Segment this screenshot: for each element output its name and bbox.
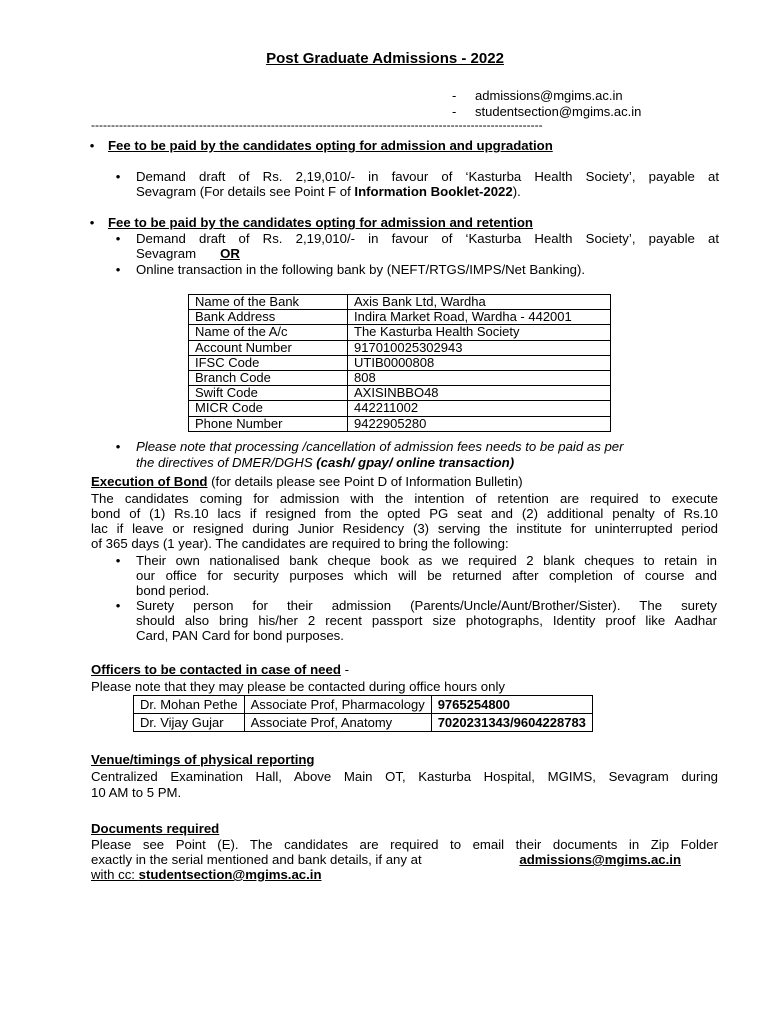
bank-field-label: Branch Code [189,371,348,386]
table-row [189,371,611,386]
officer-phone: 9765254800 [431,696,592,714]
officers-note: Please note that they may please be contacted during office hours only [91,679,505,694]
bank-field-value: UTIB0000808 [348,355,611,370]
studentsection-email-link[interactable]: studentsection@mgims.ac.in [138,867,322,882]
bank-field-value: The Kasturba Health Society [348,325,611,340]
bond-para-line4: of 365 days (1 year). The candidates are required to bring the following: [91,536,509,551]
bank-field-label: Name of the A/c [189,325,348,340]
retention-online: Online transaction in the following bank by (NEFT/RTGS/IMPS/Net Banking). [136,262,586,277]
officer-phone: 7020231343/9604228783 [431,714,592,732]
bullet-icon: • [115,262,121,277]
documents-line2: exactly in the serial mentioned and bank details, if any at admissions@mgims.ac.in [91,852,681,867]
bullet-icon: • [115,553,121,568]
bullet-icon: • [89,215,95,230]
bank-field-label: Swift Code [189,386,348,401]
bullet-icon: • [89,138,95,153]
bond-heading: Execution of Bond [91,474,208,489]
officer-designation: Associate Prof, Anatomy [244,714,431,732]
bond-bullet1-line3: bond period. [136,583,210,598]
upgradation-dd-line2: Sevagram (For details see Point F of Information Booklet-2022). [136,184,521,199]
bank-field-label: MICR Code [189,401,348,416]
bond-bullet2-line2: should also bring his/her 2 recent passport size photographs, Identity proof like Aadhar [136,613,717,628]
documents-line1: Please see Point (E). The candidates are required to email their documents in Zip Folder [91,837,718,852]
officers-heading: Officers to be contacted in case of need [91,662,341,677]
bond-para-line2: bond of (1) Rs.10 lacs if resigned from the opted PG seat and (2) additional penalty of Rs.10 [91,506,718,521]
email-studentsection[interactable]: studentsection@mgims.ac.in [475,104,642,119]
table-row [134,696,593,714]
bank-field-value: 442211002 [348,401,611,416]
officer-name: Dr. Vijay Gujar [134,714,245,732]
retention-dd-line2: Sevagram OR [136,246,240,261]
retention-heading: Fee to be paid by the candidates opting for admission and retention [108,215,533,230]
bank-field-label: Phone Number [189,416,348,431]
note-line2: the directives of DMER/DGHS (cash/ gpay/ online transaction) [136,455,515,470]
officer-designation: Associate Prof, Pharmacology [244,696,431,714]
bond-bullet2-line1: Surety person for their admission (Parents/Uncle/Aunt/Brother/Sister). The surety [136,598,717,613]
venue-line1: Centralized Examination Hall, Above Main OT, Kasturba Hospital, MGIMS, Sevagram during [91,769,718,784]
bank-field-label: Bank Address [189,310,348,325]
documents-line3: with cc: studentsection@mgims.ac.in [91,867,322,882]
table-row [189,340,611,355]
upgradation-heading: Fee to be paid by the candidates opting for admission and upgradation [108,138,553,153]
bank-field-value: 808 [348,371,611,386]
bond-bullet1-line1: Their own nationalised bank cheque book as we required 2 blank cheques to retain in [136,553,717,568]
retention-dd-line1: Demand draft of Rs. 2,19,010/- in favour of ‘Kasturba Health Society’, payable at [136,231,719,246]
bond-para-line1: The candidates coming for admission with the intention of retention are required to execute [91,491,718,506]
table-row [189,355,611,370]
table-row [189,416,611,431]
bond-bullet1-line2: our office for security purposes which will be returned after completion of course and [136,568,717,583]
documents-heading: Documents required [91,821,220,836]
upgradation-dd-line1: Demand draft of Rs. 2,19,010/- in favour of ‘Kasturba Health Society’, payable at [136,169,719,184]
bond-bullet2-line3: Card, PAN Card for bond purposes. [136,628,344,643]
bank-field-label: Name of the Bank [189,295,348,310]
bank-details-table [188,294,611,432]
bullet-icon: • [115,439,121,454]
table-row [189,295,611,310]
venue-heading: Venue/timings of physical reporting [91,752,315,767]
bank-field-value: Axis Bank Ltd, Wardha [348,295,611,310]
venue-line2: 10 AM to 5 PM. [91,785,182,800]
note-line1: Please note that processing /cancellation of admission fees needs to be paid as per [136,439,624,454]
table-row [189,310,611,325]
bank-field-value: 9422905280 [348,416,611,431]
table-row [189,386,611,401]
bond-para-line3: lac if leave or resigned during Junior Residency (3) serving the institute for uninterrupted period [91,521,718,536]
contact-emails: - admissions@mgims.ac.in - studentsection@mgims.ac.in [452,88,642,119]
admissions-email-link[interactable]: admissions@mgims.ac.in [519,852,681,867]
bank-field-label: IFSC Code [189,355,348,370]
page-title: Post Graduate Admissions - 2022 [266,50,504,67]
table-row [189,401,611,416]
divider-line: ----------------------------------------------------------------------------------------------------------------- [91,118,543,132]
officers-table [133,695,593,732]
bank-field-value: 917010025302943 [348,340,611,355]
bullet-icon: • [115,598,121,613]
officer-name: Dr. Mohan Pethe [134,696,245,714]
bond-heading-line: Execution of Bond (for details please see Point D of Information Bulletin) [91,474,523,489]
bank-field-label: Account Number [189,340,348,355]
bank-field-value: Indira Market Road, Wardha - 442001 [348,310,611,325]
bank-field-value: AXISINBBO48 [348,386,611,401]
bullet-icon: • [115,231,121,246]
officers-heading-line: Officers to be contacted in case of need - [91,662,349,677]
email-admissions[interactable]: admissions@mgims.ac.in [475,88,623,103]
table-row [189,325,611,340]
or-label: OR [220,246,240,261]
bullet-icon: • [115,169,121,184]
table-row [134,714,593,732]
